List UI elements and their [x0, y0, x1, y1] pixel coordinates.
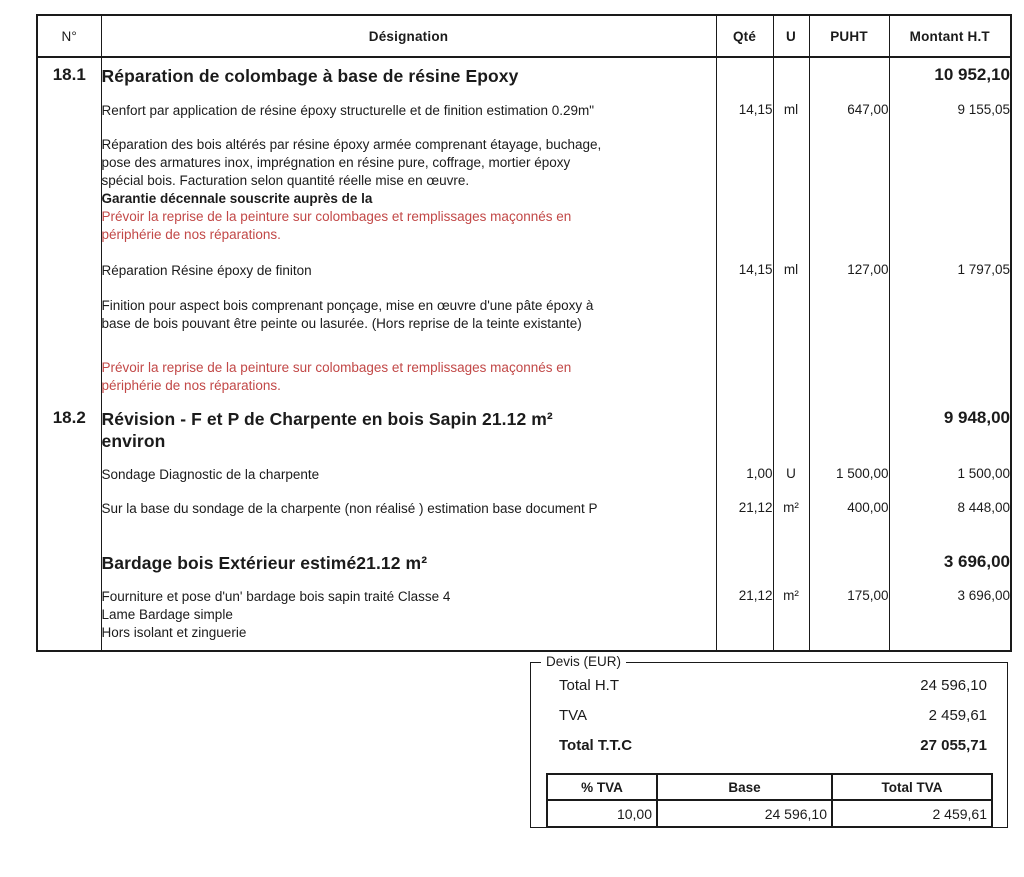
summary-rows — [559, 677, 987, 767]
designation-line: pose des armatures inox, imprégnation en résine pure, coffrage, mortier époxy — [101, 155, 571, 170]
cell-unit: ml — [773, 254, 809, 287]
designation-line: Prévoir la reprise de la peinture sur colombages et remplissages maçonnés en — [101, 360, 572, 375]
cell-num — [37, 488, 101, 522]
cell-unit: m² — [773, 576, 809, 651]
cell-unit: m² — [773, 488, 809, 522]
cell-num — [37, 126, 101, 254]
tva-table — [546, 773, 993, 828]
table-row-para-prevoir — [37, 339, 1011, 403]
table-row-sondage — [37, 454, 1011, 488]
cell-unit — [773, 57, 809, 92]
cell-designation — [101, 522, 716, 576]
tva-header-row — [547, 774, 992, 800]
col-header-designation: Désignation — [101, 15, 716, 57]
cell-num: 18.1 — [37, 57, 101, 92]
designation-line: Réparation des bois altérés par résine époxy armée comprenant étayage, buchage, — [101, 137, 602, 152]
cell-num — [37, 339, 101, 403]
designation-line: Prévoir la reprise de la peinture sur colombages et remplissages maçonnés en — [101, 209, 572, 224]
cell-designation — [101, 57, 716, 92]
header-row — [37, 15, 1011, 57]
items-table-header — [37, 15, 1011, 57]
table-row-sec-18-1 — [37, 57, 1011, 92]
cell-qty: 1,00 — [716, 454, 773, 488]
cell-puht — [809, 57, 889, 92]
cell-puht: 127,00 — [809, 254, 889, 287]
table-row-para-reparation — [37, 126, 1011, 254]
cell-designation — [101, 92, 716, 126]
tva-value-total: 2 459,61 — [832, 800, 992, 827]
cell-puht — [809, 403, 889, 454]
cell-num — [37, 287, 101, 339]
cell-qty: 14,15 — [716, 92, 773, 126]
summary-row-total-ht — [559, 677, 987, 707]
designation-line: Sur la base du sondage de la charpente (non réalisé ) estimation base document P — [101, 501, 598, 516]
cell-puht — [809, 126, 889, 254]
cell-num: 18.2 — [37, 403, 101, 454]
cell-amount — [889, 126, 1011, 254]
cell-puht: 1 500,00 — [809, 454, 889, 488]
items-table — [36, 14, 1012, 652]
cell-puht: 647,00 — [809, 92, 889, 126]
designation-line: Renfort par application de résine époxy structurelle et de finition estimation 0.29m" — [101, 103, 595, 118]
col-header-amount: Montant H.T — [889, 15, 1011, 57]
cell-amount: 1 797,05 — [889, 254, 1011, 287]
designation-line: Lame Bardage simple — [101, 607, 233, 622]
cell-amount: 3 696,00 — [889, 576, 1011, 651]
cell-designation — [101, 287, 716, 339]
cell-num — [37, 92, 101, 126]
designation-line: Finition pour aspect bois comprenant ponçage, mise en œuvre d'une pâte époxy à — [101, 298, 594, 313]
cell-amount — [889, 287, 1011, 339]
summary-legend: Devis (EUR) — [541, 654, 626, 669]
tva-header-base: Base — [657, 774, 832, 800]
section-title: environ — [101, 431, 166, 451]
summary-label-tva: TVA — [559, 707, 588, 724]
table-row-para-finition — [37, 287, 1011, 339]
section-title: Réparation de colombage à base de résine Epoxy — [101, 66, 519, 86]
cell-qty — [716, 126, 773, 254]
cell-unit: U — [773, 454, 809, 488]
col-header-unit: U — [773, 15, 809, 57]
cell-designation — [101, 403, 716, 454]
cell-unit — [773, 339, 809, 403]
cell-designation — [101, 254, 716, 287]
cell-amount: 8 448,00 — [889, 488, 1011, 522]
designation-line: Fourniture et pose d'un' bardage bois sapin traité Classe 4 — [101, 589, 451, 604]
tva-header-total: Total TVA — [832, 774, 992, 800]
summary-label-total-ht: Total H.T — [559, 677, 620, 694]
designation-line: périphérie de nos réparations. — [101, 378, 281, 393]
cell-qty: 21,12 — [716, 576, 773, 651]
cell-qty — [716, 339, 773, 403]
cell-puht: 175,00 — [809, 576, 889, 651]
cell-amount: 1 500,00 — [889, 454, 1011, 488]
summary-label-total-ttc: Total T.T.C — [559, 737, 633, 754]
designation-line: Réparation Résine époxy de finiton — [101, 263, 312, 278]
tva-value-base: 24 596,10 — [657, 800, 832, 827]
summary-row-tva — [559, 707, 987, 737]
section-title: Bardage bois Extérieur estimé21.12 m² — [101, 553, 428, 573]
cell-designation — [101, 576, 716, 651]
table-row-rep-finiton — [37, 254, 1011, 287]
cell-num — [37, 576, 101, 651]
cell-unit — [773, 522, 809, 576]
cell-amount: 9 155,05 — [889, 92, 1011, 126]
designation-line: spécial bois. Facturation selon quantité réelle mise en œuvre. — [101, 173, 470, 188]
cell-qty: 14,15 — [716, 254, 773, 287]
cell-qty: 21,12 — [716, 488, 773, 522]
designation-line: Garantie décennale souscrite auprès de la — [101, 191, 373, 206]
cell-amount: 9 948,00 — [889, 403, 1011, 454]
designation-line: base de bois pouvant être peinte ou lasurée. (Hors reprise de la teinte existante) — [101, 316, 582, 331]
cell-num — [37, 522, 101, 576]
tva-value-pct: 10,00 — [547, 800, 657, 827]
cell-puht — [809, 522, 889, 576]
cell-qty — [716, 57, 773, 92]
cell-num — [37, 254, 101, 287]
tva-header-pct: % TVA — [547, 774, 657, 800]
cell-qty — [716, 403, 773, 454]
cell-unit — [773, 126, 809, 254]
cell-amount: 10 952,10 — [889, 57, 1011, 92]
cell-unit — [773, 403, 809, 454]
summary-value-tva: 2 459,61 — [928, 707, 987, 724]
designation-line: Hors isolant et zinguerie — [101, 625, 247, 640]
cell-puht — [809, 287, 889, 339]
section-title: Révision - F et P de Charpente en bois Sapin 21.12 m² — [101, 409, 553, 429]
col-header-num: N° — [37, 15, 101, 57]
cell-num — [37, 454, 101, 488]
summary-row-total-ttc — [559, 737, 987, 767]
cell-designation — [101, 339, 716, 403]
col-header-puht: PUHT — [809, 15, 889, 57]
designation-line: périphérie de nos réparations. — [101, 227, 281, 242]
table-row-sur-la-base — [37, 488, 1011, 522]
table-row-sec-bardage — [37, 522, 1011, 576]
table-row-renfort — [37, 92, 1011, 126]
table-row-fourniture — [37, 576, 1011, 651]
cell-unit — [773, 287, 809, 339]
summary-value-total-ht: 24 596,10 — [920, 677, 987, 694]
cell-amount — [889, 339, 1011, 403]
col-header-qty: Qté — [716, 15, 773, 57]
cell-puht: 400,00 — [809, 488, 889, 522]
summary-value-total-ttc: 27 055,71 — [920, 737, 987, 754]
cell-qty — [716, 287, 773, 339]
summary-box — [530, 654, 1008, 828]
designation-line: Sondage Diagnostic de la charpente — [101, 467, 320, 482]
cell-qty — [716, 522, 773, 576]
tva-value-row — [547, 800, 992, 827]
cell-designation — [101, 488, 716, 522]
cell-puht — [809, 339, 889, 403]
cell-amount: 3 696,00 — [889, 522, 1011, 576]
items-table-body — [37, 57, 1011, 651]
cell-designation — [101, 126, 716, 254]
cell-unit: ml — [773, 92, 809, 126]
table-row-sec-18-2 — [37, 403, 1011, 454]
cell-designation — [101, 454, 716, 488]
